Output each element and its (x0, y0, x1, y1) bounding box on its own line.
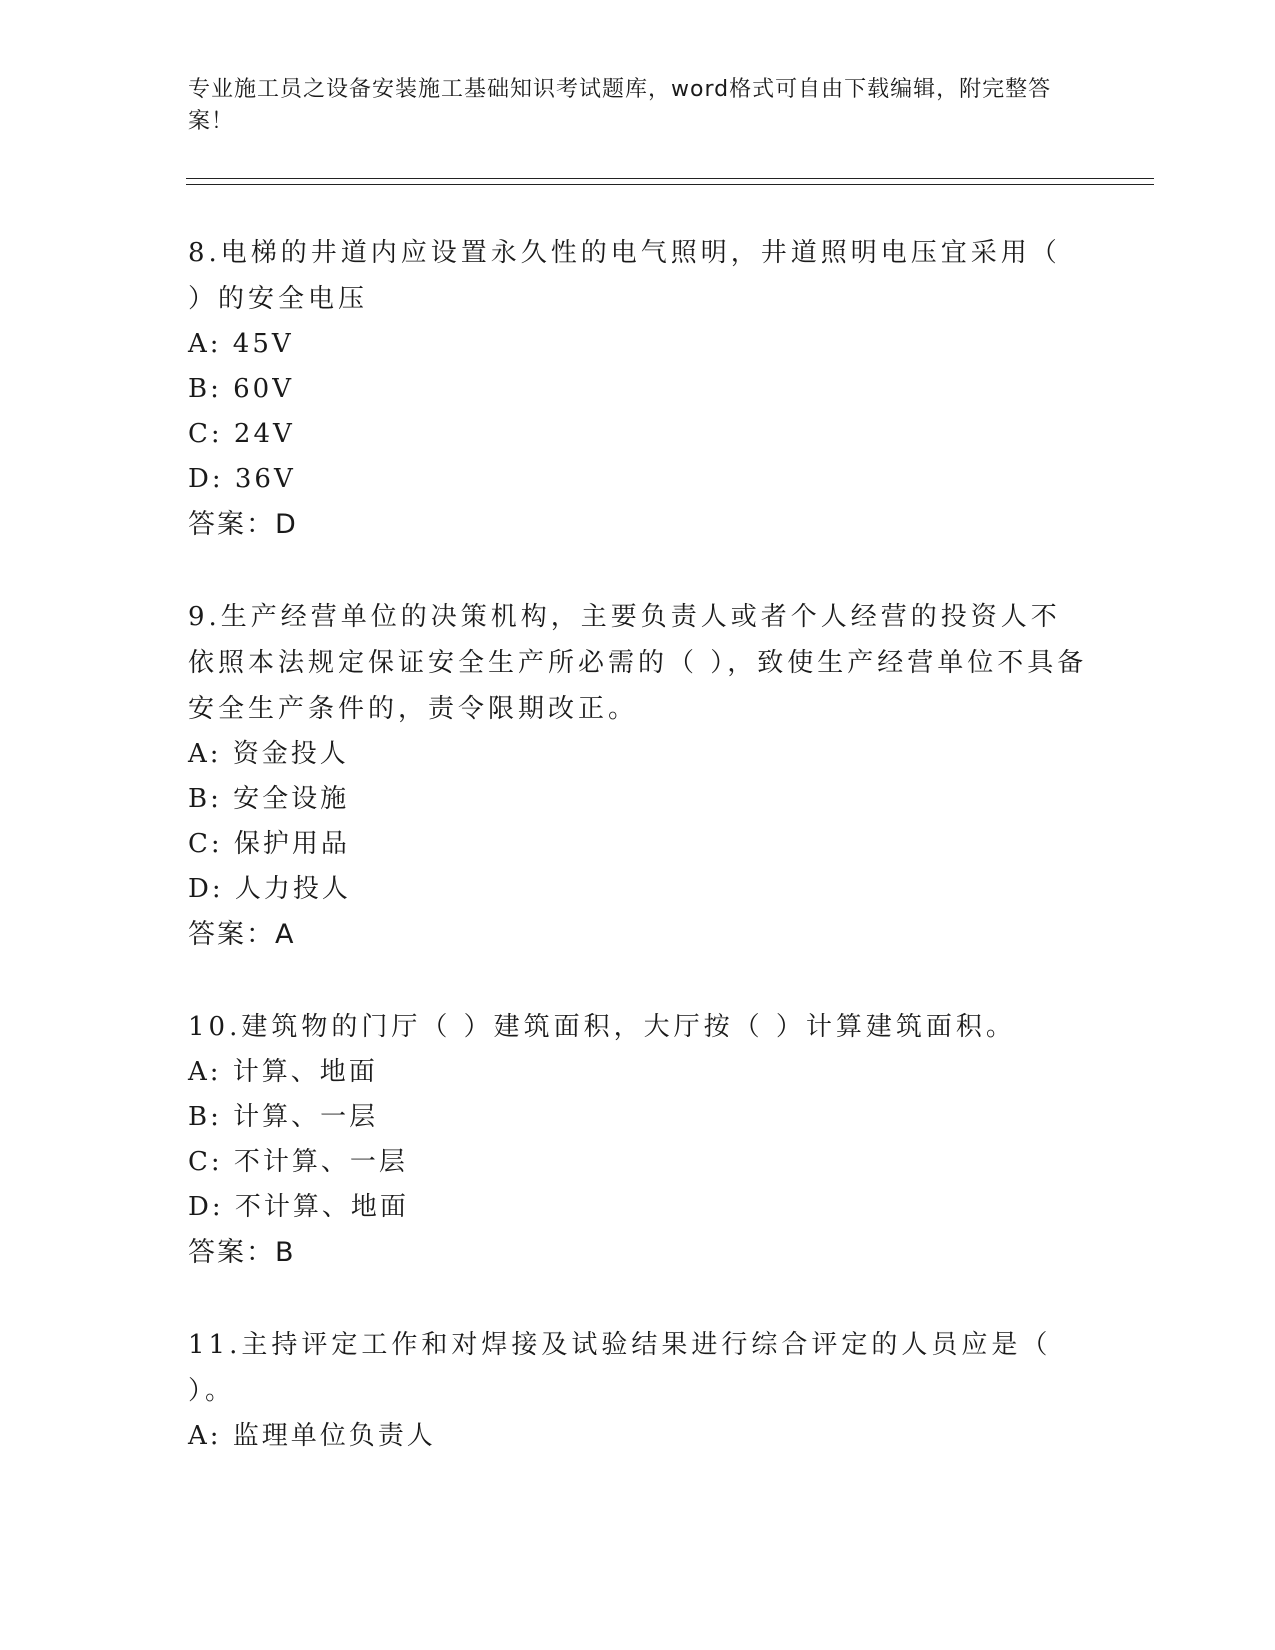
option-d: D: 人力投人 (188, 874, 351, 904)
option-b: B: 安全设施 (188, 784, 350, 814)
question-stem: 11.主持评定工作和对焊接及试验结果进行综合评定的人员应是（ ）。 (188, 1330, 1052, 1406)
question-9 (188, 594, 1088, 958)
option-b: B: 计算、一层 (188, 1102, 379, 1132)
question-stem: 8.电梯的井道内应设置永久性的电气照明，井道照明电压宜采用（ ）的安全电压 (188, 238, 1061, 314)
question-list (188, 230, 1088, 1505)
question-8 (188, 230, 1088, 548)
option-a: A: 监理单位负责人 (188, 1421, 436, 1451)
option-b: B: 60V (188, 374, 294, 404)
document-header: 专业施工员之设备安装施工基础知识考试题库，word格式可自由下载编辑，附完整答案！ (188, 77, 1052, 134)
question-stem: 9.生产经营单位的决策机构，主要负责人或者个人经营的投资人不依照本法规定保证安全生产所必需的（ ），致使生产经营单位不具备安全生产条件的，责令限期改正。 (188, 602, 1088, 724)
option-d: D: 36V (188, 464, 296, 494)
answer-text: 答案：A (188, 919, 296, 950)
option-c: C: 不计算、一层 (188, 1147, 408, 1177)
header-divider (186, 178, 1154, 185)
question-stem: 10.建筑物的门厅（ ）建筑面积，大厅按（ ）计算建筑面积。 (188, 1012, 1016, 1042)
option-c: C: 24V (188, 419, 295, 449)
answer-text: 答案：D (188, 509, 298, 540)
question-11 (188, 1322, 1088, 1459)
option-a: A: 资金投人 (188, 739, 349, 769)
option-c: C: 保护用品 (188, 829, 350, 859)
option-d: D: 不计算、地面 (188, 1192, 409, 1222)
question-10 (188, 1004, 1088, 1276)
answer-text: 答案：B (188, 1237, 296, 1268)
option-a: A: 计算、地面 (188, 1057, 378, 1087)
option-a: A: 45V (188, 329, 294, 359)
